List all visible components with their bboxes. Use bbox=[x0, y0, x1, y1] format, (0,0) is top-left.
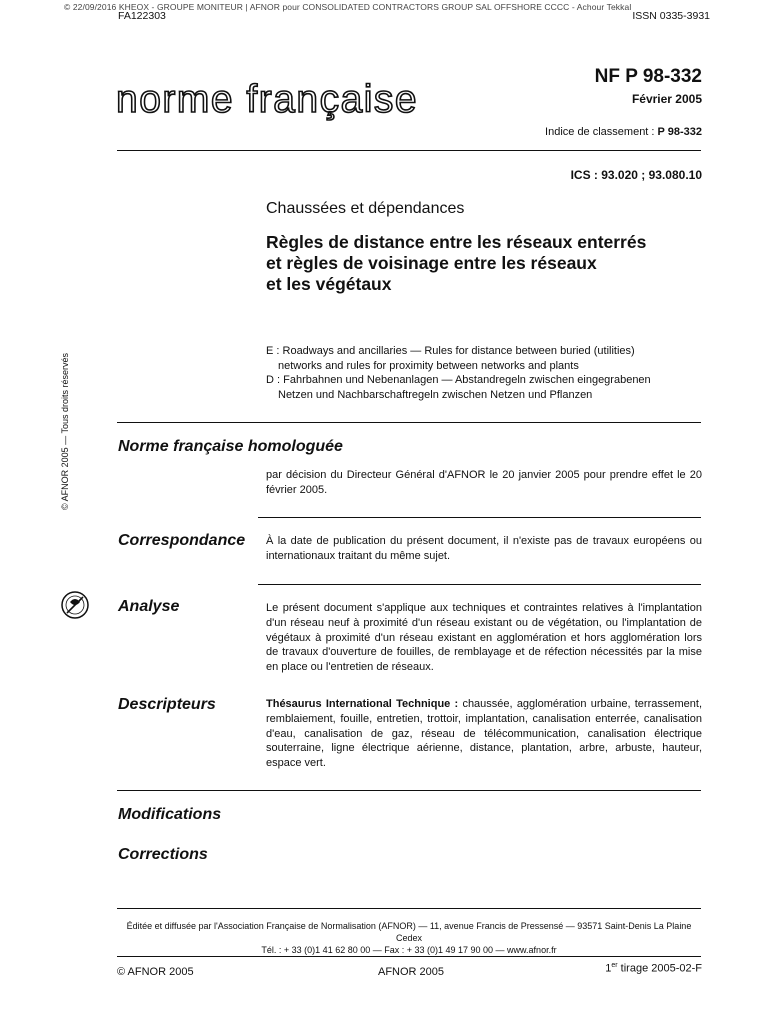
title-line: et les végétaux bbox=[266, 274, 392, 294]
section-title-descripteurs: Descripteurs bbox=[118, 696, 216, 713]
section-title-modifications: Modifications bbox=[118, 806, 222, 823]
descriptor-keywords: chaussée, agglomération urbaine, terrassement, remblaiement, fouille, entretien, trottoir, implantation, canalisation enterrée, canalisation d'eau, canalisation de gaz, réseau de télécommunication, canalisation électrique souterraine, ligne électrique aérienne, distance, plantation, arbre, arbuste, hauteur, espace vert. bbox=[266, 698, 702, 770]
section-title-correspondance: Correspondance bbox=[118, 532, 246, 549]
translation-en-line2: networks and rules for proximity between networks and plants bbox=[278, 359, 579, 372]
footer-copyright: © AFNOR 2005 bbox=[117, 966, 194, 978]
tirage-superscript: er bbox=[611, 962, 618, 969]
section-divider bbox=[117, 790, 701, 791]
issn-number: ISSN 0335-3931 bbox=[632, 10, 710, 22]
watermark-line: © 22/09/2016 KHEOX - GROUPE MONITEUR | AFNOR pour CONSOLIDATED CONTRACTORS GROUP SAL OFFSHORE CCCC - Achour Tekkal bbox=[64, 2, 632, 12]
section-body-homologuee: par décision du Directeur Général d'AFNOR le 20 janvier 2005 pour prendre effet le 20 février 2005. bbox=[266, 469, 702, 496]
header-divider bbox=[117, 150, 701, 151]
translation-de-line1: D : Fahrbahnen und Nebenanlagen — Abstandregeln zwischen eingegrabenen bbox=[266, 374, 651, 386]
publisher-contact: Tél. : + 33 (0)1 41 62 80 00 — Fax : + 33 (0)1 49 17 90 00 — www.afnor.fr bbox=[261, 945, 557, 955]
footer-divider bbox=[117, 908, 701, 909]
side-copyright-text: © AFNOR 2005 — Tous droits réservés bbox=[60, 352, 70, 510]
document-code: FA122303 bbox=[118, 10, 166, 22]
section-divider bbox=[117, 422, 701, 423]
document-title bbox=[266, 232, 706, 295]
title-translations bbox=[266, 344, 706, 402]
publisher-info bbox=[117, 920, 701, 956]
footer-tirage bbox=[605, 962, 702, 975]
title-line: Règles de distance entre les réseaux enterrés bbox=[266, 232, 647, 252]
publisher-address: Éditée et diffusée par l'Association Française de Normalisation (AFNOR) — 11, avenue Francis de Pressensé — 93571 Saint-Denis La Plaine Cedex bbox=[126, 921, 692, 943]
section-title-analyse: Analyse bbox=[118, 598, 180, 615]
section-title-corrections: Corrections bbox=[118, 846, 208, 863]
norme-francaise-brand: norme française bbox=[116, 78, 419, 121]
section-body-descripteurs bbox=[266, 697, 702, 771]
standard-reference: NF P 98-332 bbox=[594, 66, 702, 87]
title-line: et règles de voisinage entre les réseaux bbox=[266, 253, 597, 273]
section-title-homologuee: Norme française homologuée bbox=[118, 438, 343, 455]
publication-date: Février 2005 bbox=[631, 92, 702, 106]
afnor-emblem-icon bbox=[60, 590, 90, 620]
document-subject: Chaussées et dépendances bbox=[266, 200, 465, 217]
translation-en-line1: E : Roadways and ancillaries — Rules for distance between buried (utilities) bbox=[266, 345, 635, 357]
tirage-text: tirage 2005-02-F bbox=[617, 962, 702, 975]
ics-codes: ICS : 93.020 ; 93.080.10 bbox=[570, 168, 702, 182]
thesaurus-label: Thésaurus International Technique : bbox=[266, 698, 463, 710]
classification-index-value: P 98-332 bbox=[657, 126, 702, 138]
classification-index bbox=[545, 126, 702, 138]
section-divider bbox=[258, 517, 701, 518]
tirage-number: 1 bbox=[605, 962, 612, 975]
section-body-analyse: Le présent document s'applique aux techniques et contraintes relatives à l'implantation d'un réseau neuf à proximité d'un réseau existant ou de végétation, ou l'implantation de végétaux à proximité d'un réseau existant en agglomération et hors agglomération lors de travaux d'ouverture de fouilles, de remblayage et de réfection nécessités par la mise en place ou l'entretien de réseaux. bbox=[266, 602, 702, 674]
section-divider bbox=[258, 584, 701, 585]
translation-de-line2: Netzen und Nachbarschaftregeln zwischen Netzen und Pflanzen bbox=[278, 388, 593, 401]
footer-center: AFNOR 2005 bbox=[378, 966, 445, 978]
footer-divider bbox=[117, 956, 701, 957]
section-body-correspondance: À la date de publication du présent document, il n'existe pas de travaux européens ou internationaux traitant du même sujet. bbox=[266, 535, 702, 562]
classification-index-label: Indice de classement : bbox=[545, 126, 658, 138]
